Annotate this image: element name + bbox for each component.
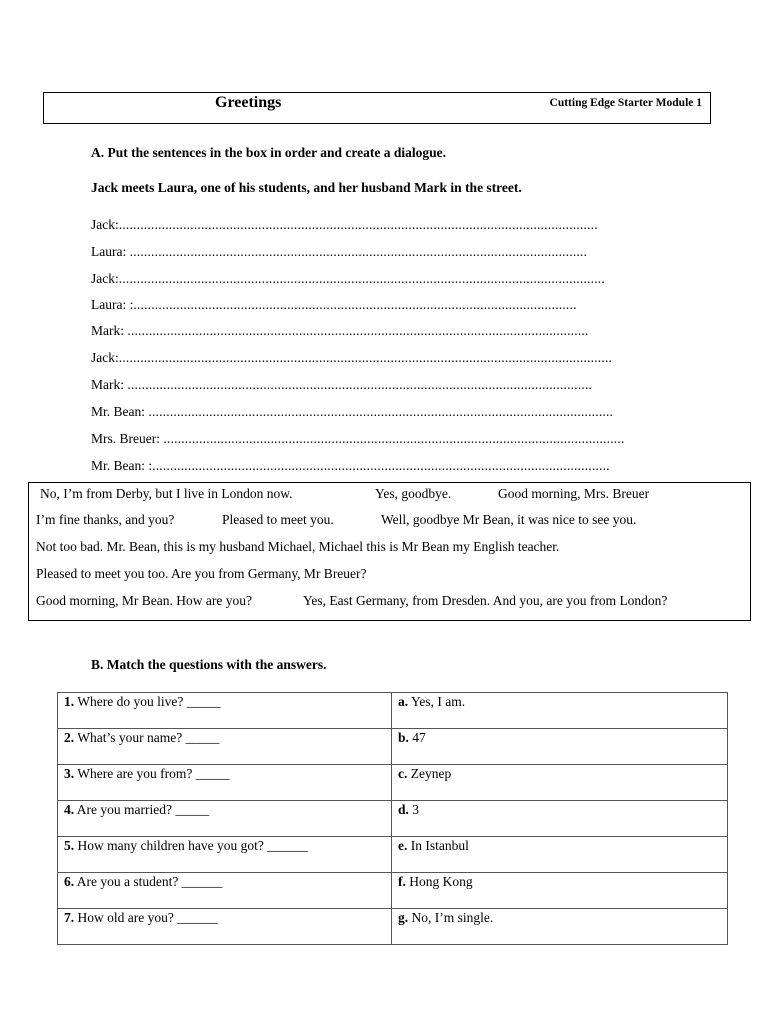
speaker-label: Mark: bbox=[91, 377, 128, 392]
question-text: Where are you from? _____ bbox=[74, 766, 230, 781]
question-number: 2. bbox=[64, 730, 75, 745]
question-text: What’s your name? _____ bbox=[74, 730, 220, 745]
table-row bbox=[58, 837, 728, 873]
speaker-label: Laura: bbox=[91, 244, 130, 259]
answer-letter: a. bbox=[398, 694, 409, 709]
question-number: 6. bbox=[64, 874, 75, 889]
question-cell bbox=[58, 909, 392, 945]
worksheet-title: Greetings bbox=[215, 94, 282, 111]
sentence: Yes, East Germany, from Dresden. And you, are you from London? bbox=[303, 593, 668, 608]
answer-blank: ...................................................................................................................................... bbox=[118, 217, 598, 232]
question-number: 7. bbox=[64, 910, 75, 925]
answer-cell bbox=[392, 909, 728, 945]
answer-blank: .................................................................................................................................. bbox=[148, 404, 614, 419]
dialogue-line bbox=[91, 243, 587, 261]
answer-blank: ................................................................................................................................ bbox=[129, 244, 588, 259]
answer-letter: d. bbox=[398, 802, 409, 817]
speaker-label: Mr. Bean: bbox=[91, 404, 149, 419]
sentence: Pleased to meet you too. Are you from Germany, Mr Breuer? bbox=[36, 566, 367, 581]
answer-cell bbox=[392, 873, 728, 909]
question-cell bbox=[58, 801, 392, 837]
question-cell bbox=[58, 729, 392, 765]
speaker-label: Jack: bbox=[91, 350, 119, 365]
dialogue-line bbox=[91, 403, 613, 421]
question-text: How many children have you got? ______ bbox=[74, 838, 308, 853]
table-row bbox=[58, 693, 728, 729]
speaker-label: Jack: bbox=[91, 217, 119, 232]
question-text: Where do you live? _____ bbox=[74, 694, 221, 709]
sentence-box bbox=[28, 482, 751, 621]
table-row bbox=[58, 801, 728, 837]
speaker-label: Mr. Bean: : bbox=[91, 458, 153, 473]
answer-cell bbox=[392, 801, 728, 837]
answer-letter: e. bbox=[398, 838, 408, 853]
answer-text: Zeynep bbox=[407, 766, 452, 781]
question-cell bbox=[58, 765, 392, 801]
course-module-label: Cutting Edge Starter Module 1 bbox=[549, 97, 702, 109]
question-number: 4. bbox=[64, 802, 75, 817]
dialogue-line bbox=[91, 270, 605, 288]
matching-table bbox=[57, 692, 728, 945]
question-text: Are you a student? ______ bbox=[74, 874, 223, 889]
sentence: No, I’m from Derby, but I live in London now. bbox=[40, 486, 293, 501]
answer-blank: ............................................................................................................................ bbox=[133, 297, 577, 312]
answer-text: Yes, I am. bbox=[408, 694, 466, 709]
sentence: Not too bad. Mr. Bean, this is my husband Michael, Michael this is Mr Bean my English teacher. bbox=[36, 539, 560, 554]
answer-text: Hong Kong bbox=[405, 874, 473, 889]
sentence: Pleased to meet you. bbox=[222, 512, 334, 527]
answer-text: In Istanbul bbox=[407, 838, 469, 853]
speaker-label: Jack: bbox=[91, 271, 119, 286]
answer-blank: ................................................................................................................................ bbox=[152, 458, 610, 473]
section-a-instruction: A. Put the sentences in the box in order and create a dialogue. bbox=[91, 145, 446, 160]
answer-letter: g. bbox=[398, 910, 409, 925]
table-row bbox=[58, 909, 728, 945]
answer-blank: .......................................................................................................................................... bbox=[118, 350, 613, 365]
dialogue-line bbox=[91, 430, 625, 448]
answer-blank: ........................................................................................................................................ bbox=[118, 271, 605, 286]
answer-cell bbox=[392, 765, 728, 801]
sentence: I’m fine thanks, and you? bbox=[36, 512, 175, 527]
answer-letter: f. bbox=[398, 874, 406, 889]
question-cell bbox=[58, 873, 392, 909]
section-b-instruction: B. Match the questions with the answers. bbox=[91, 657, 327, 672]
question-number: 3. bbox=[64, 766, 75, 781]
answer-letter: b. bbox=[398, 730, 409, 745]
speaker-label: Mark: bbox=[91, 323, 128, 338]
table-row bbox=[58, 729, 728, 765]
sentence: Good morning, Mr Bean. How are you? bbox=[36, 593, 252, 608]
header-box bbox=[43, 92, 711, 124]
sentence: Well, goodbye Mr Bean, it was nice to see you. bbox=[381, 512, 637, 527]
dialogue-line bbox=[91, 216, 598, 234]
answer-cell bbox=[392, 837, 728, 873]
question-number: 5. bbox=[64, 838, 75, 853]
answer-cell bbox=[392, 729, 728, 765]
question-text: Are you married? _____ bbox=[74, 802, 210, 817]
answer-cell bbox=[392, 693, 728, 729]
answer-blank: ................................................................................................................................. bbox=[127, 323, 589, 338]
answer-text: No, I’m single. bbox=[408, 910, 494, 925]
question-text: How old are you? ______ bbox=[74, 910, 218, 925]
speaker-label: Laura: : bbox=[91, 297, 134, 312]
section-a-context: Jack meets Laura, one of his students, and her husband Mark in the street. bbox=[91, 180, 522, 195]
answer-text: 47 bbox=[408, 730, 426, 745]
table-row bbox=[58, 873, 728, 909]
answer-letter: c. bbox=[398, 766, 408, 781]
question-cell bbox=[58, 693, 392, 729]
sentence: Good morning, Mrs. Breuer bbox=[498, 486, 650, 501]
dialogue-line bbox=[91, 322, 589, 340]
answer-blank: .................................................................................................................................. bbox=[127, 377, 593, 392]
dialogue-line bbox=[91, 376, 592, 394]
answer-blank: ................................................................................................................................. bbox=[163, 431, 625, 446]
dialogue-line bbox=[91, 349, 612, 367]
sentence: Yes, goodbye. bbox=[375, 486, 452, 501]
table-row bbox=[58, 765, 728, 801]
dialogue-line bbox=[91, 296, 577, 314]
question-cell bbox=[58, 837, 392, 873]
answer-text: 3 bbox=[408, 802, 420, 817]
question-number: 1. bbox=[64, 694, 75, 709]
speaker-label: Mrs. Breuer: bbox=[91, 431, 164, 446]
dialogue-line bbox=[91, 457, 610, 475]
